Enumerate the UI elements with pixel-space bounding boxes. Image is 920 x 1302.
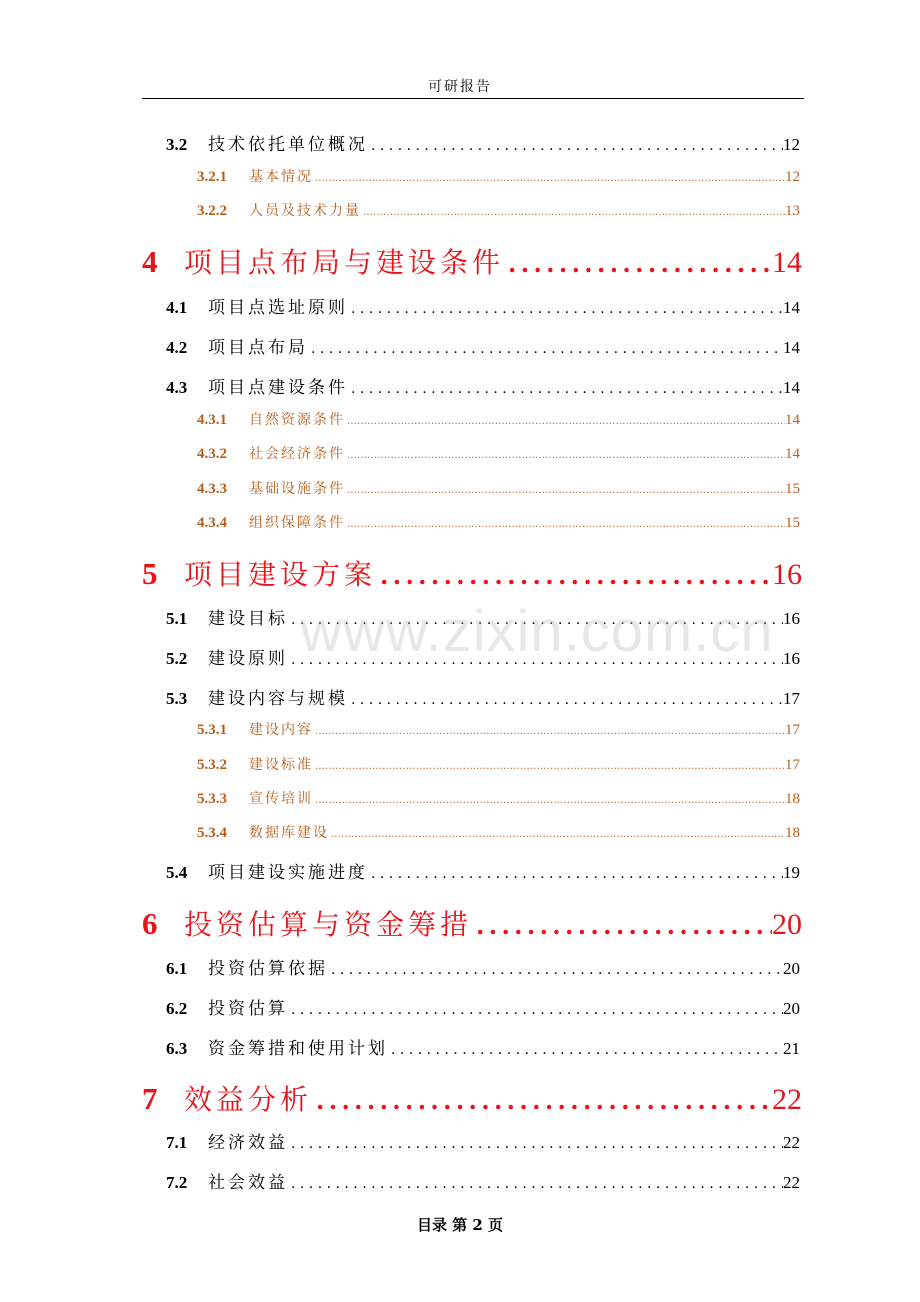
toc-entry-page-number: 19	[783, 863, 800, 882]
toc-entry-title: 社会效益	[208, 1173, 288, 1193]
toc-entry-level-3[interactable]	[197, 512, 800, 532]
toc-dot-leader	[315, 795, 785, 806]
toc-entry-number: 5.3	[166, 689, 188, 708]
toc-entry-level-2[interactable]	[166, 293, 800, 318]
toc-entry-title: 投资估算依据	[208, 959, 328, 979]
toc-entry-title: 项目建设实施进度	[208, 863, 368, 883]
toc-entry-title: 项目点建设条件	[208, 378, 348, 398]
toc-entry-title: 项目点布局与建设条件	[184, 246, 505, 279]
toc-entry-level-3[interactable]	[197, 443, 800, 463]
toc-entry-level-2[interactable]	[166, 1168, 800, 1193]
toc-dot-leader	[363, 207, 785, 218]
toc-entry-number: 3.2.2	[197, 203, 227, 219]
toc-dot-leader	[371, 866, 783, 882]
toc-entry-level-1[interactable]	[142, 903, 802, 943]
toc-entry-title: 项目建设方案	[184, 558, 377, 591]
toc-entry-number: 4.3	[166, 378, 188, 397]
toc-entry-title: 基础设施条件	[249, 481, 345, 497]
toc-entry-page-number: 17	[785, 722, 800, 738]
toc-entry-number: 6	[142, 906, 158, 941]
toc-dot-leader	[311, 341, 783, 357]
toc-entry-page-number: 18	[785, 791, 800, 807]
toc-entry-number: 4.1	[166, 298, 188, 317]
toc-entry-title: 建设标准	[249, 757, 313, 773]
toc-entry-number: 5.1	[166, 609, 188, 628]
toc-dot-leader	[291, 1002, 783, 1018]
toc-entry-level-2[interactable]	[166, 1034, 800, 1059]
toc-dot-leader	[351, 301, 783, 317]
toc-entry-number: 5.3.2	[197, 757, 227, 773]
running-header: 可研报告	[428, 79, 492, 95]
toc-entry-page-number: 16	[783, 609, 800, 628]
toc-entry-number: 5.3.4	[197, 825, 227, 841]
toc-entry-title: 技术依托单位概况	[208, 135, 368, 155]
toc-entry-level-2[interactable]	[166, 1128, 800, 1153]
toc-entry-page-number: 20	[783, 999, 800, 1018]
toc-entry-level-1[interactable]	[142, 1078, 802, 1118]
toc-dot-leader	[347, 519, 785, 530]
toc-dot-leader	[315, 761, 785, 772]
toc-entry-title: 建设目标	[208, 609, 288, 629]
toc-entry-level-2[interactable]	[166, 373, 800, 398]
toc-entry-level-3[interactable]	[197, 166, 800, 186]
toc-entry-level-2[interactable]	[166, 684, 800, 709]
toc-entry-page-number: 17	[783, 689, 800, 708]
toc-entry-page-number: 16	[772, 558, 802, 591]
toc-entry-level-3[interactable]	[197, 478, 800, 498]
toc-entry-page-number: 14	[783, 378, 800, 397]
toc-entry-page-number: 12	[783, 135, 800, 154]
toc-entry-page-number: 20	[772, 908, 802, 941]
toc-entry-level-3[interactable]	[197, 200, 800, 220]
toc-entry-number: 3.2.1	[197, 169, 227, 185]
toc-entry-page-number: 14	[785, 446, 800, 462]
toc-entry-page-number: 12	[785, 169, 800, 185]
toc-entry-number: 6.1	[166, 959, 188, 978]
toc-entry-title: 资金筹措和使用计划	[208, 1039, 388, 1059]
toc-entry-title: 建设内容	[249, 722, 313, 738]
toc-dot-leader	[291, 1136, 783, 1152]
toc-entry-title: 数据库建设	[249, 825, 329, 841]
toc-entry-level-3[interactable]	[197, 822, 800, 842]
toc-entry-title: 经济效益	[208, 1133, 288, 1153]
toc-entry-level-2[interactable]	[166, 954, 800, 979]
toc-entry-number: 7.1	[166, 1133, 188, 1152]
toc-dot-leader	[291, 1176, 783, 1192]
toc-entry-page-number: 14	[783, 338, 800, 357]
toc-entry-number: 4.3.1	[197, 412, 227, 428]
toc-entry-title: 投资估算与资金筹措	[184, 908, 473, 941]
toc-dot-leader	[347, 450, 785, 461]
toc-entry-page-number: 13	[785, 203, 800, 219]
toc-entry-title: 效益分析	[184, 1083, 313, 1116]
toc-entry-number: 5.3.1	[197, 722, 227, 738]
toc-dot-leader	[331, 829, 785, 840]
toc-entry-title: 社会经济条件	[249, 446, 345, 462]
toc-dot-leader	[380, 561, 772, 590]
toc-entry-level-3[interactable]	[197, 719, 800, 739]
toc-entry-page-number: 21	[783, 1039, 800, 1058]
toc-dot-leader	[476, 911, 772, 940]
toc-entry-number: 3.2	[166, 135, 188, 154]
toc-entry-level-1[interactable]	[142, 553, 802, 593]
toc-entry-title: 自然资源条件	[249, 412, 345, 428]
toc-entry-level-2[interactable]	[166, 994, 800, 1019]
toc-entry-title: 宣传培训	[249, 791, 313, 807]
toc-dot-leader	[331, 962, 783, 978]
toc-dot-leader	[508, 249, 772, 278]
toc-entry-level-3[interactable]	[197, 409, 800, 429]
toc-entry-number: 6.3	[166, 1039, 188, 1058]
toc-entry-page-number: 18	[785, 825, 800, 841]
toc-entry-title: 项目点选址原则	[208, 298, 348, 318]
toc-entry-number: 4.3.2	[197, 446, 227, 462]
toc-dot-leader	[391, 1042, 783, 1058]
toc-entry-page-number: 14	[772, 246, 802, 279]
toc-dot-leader	[371, 138, 783, 154]
toc-dot-leader	[316, 1086, 772, 1115]
toc-entry-title: 建设内容与规模	[208, 689, 348, 709]
toc-entry-number: 7	[142, 1081, 158, 1116]
toc-entry-title: 项目点布局	[208, 338, 308, 358]
toc-dot-leader	[351, 692, 783, 708]
toc-dot-leader	[347, 485, 785, 496]
toc-entry-number: 4.3.3	[197, 481, 227, 497]
toc-entry-level-2[interactable]	[166, 333, 800, 358]
toc-entry-page-number: 22	[783, 1133, 800, 1152]
toc-entry-number: 4.2	[166, 338, 188, 357]
toc-entry-number: 5	[142, 556, 158, 591]
toc-entry-page-number: 22	[783, 1173, 800, 1192]
toc-entry-title: 投资估算	[208, 999, 288, 1019]
header-rule	[142, 98, 804, 99]
toc-dot-leader	[351, 381, 783, 397]
toc-dot-leader	[347, 416, 785, 427]
toc-entry-level-3[interactable]	[197, 788, 800, 808]
toc-entry-page-number: 16	[783, 649, 800, 668]
toc-entry-level-2[interactable]	[166, 130, 800, 155]
toc-entry-page-number: 17	[785, 757, 800, 773]
toc-entry-page-number: 20	[783, 959, 800, 978]
toc-entry-page-number: 15	[785, 515, 800, 531]
watermark: www.zixin.com.cn	[300, 599, 774, 664]
toc-entry-number: 5.2	[166, 649, 188, 668]
toc-entry-title: 组织保障条件	[249, 515, 345, 531]
toc-entry-number: 7.2	[166, 1173, 188, 1192]
toc-entry-number: 6.2	[166, 999, 188, 1018]
toc-entry-page-number: 14	[785, 412, 800, 428]
toc-entry-level-3[interactable]	[197, 754, 800, 774]
toc-entry-number: 4	[142, 244, 158, 279]
toc-entry-title: 建设原则	[208, 649, 288, 669]
toc-entry-number: 4.3.4	[197, 515, 227, 531]
toc-entry-level-1[interactable]	[142, 241, 802, 281]
toc-entry-page-number: 14	[783, 298, 800, 317]
toc-entry-level-2[interactable]	[166, 858, 800, 883]
toc-entry-number: 5.3.3	[197, 791, 227, 807]
toc-entry-page-number: 22	[772, 1083, 802, 1116]
toc-entry-title: 人员及技术力量	[249, 203, 361, 219]
toc-entry-number: 5.4	[166, 863, 188, 882]
page-footer: 目录 第 2 页	[416, 1216, 504, 1234]
toc-dot-leader	[315, 173, 785, 184]
toc-dot-leader	[315, 726, 785, 737]
toc-entry-title: 基本情况	[249, 169, 313, 185]
toc-entry-page-number: 15	[785, 481, 800, 497]
